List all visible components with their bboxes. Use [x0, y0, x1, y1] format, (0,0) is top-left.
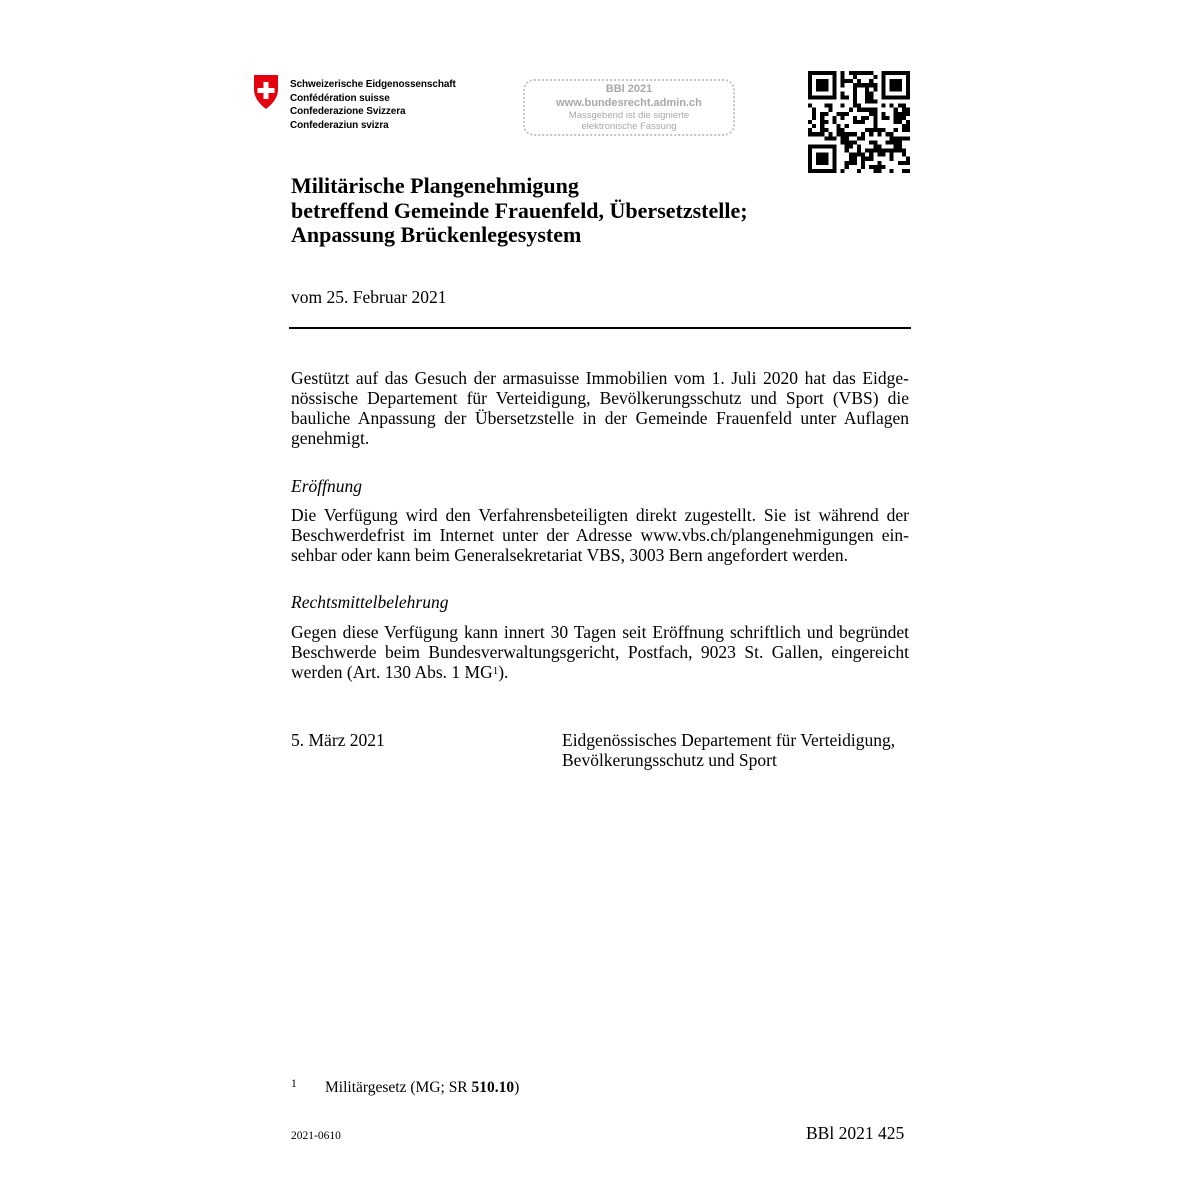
section1-line: sehbar oder kann beim Generalsekretariat VBS, 3003 Bern angefordert werden.	[291, 545, 849, 565]
signature-org-line: Bevölkerungsschutz und Sport	[562, 750, 777, 770]
stamp-line-4: elektronische Fassung	[581, 121, 677, 132]
stamp-line-2: www.bundesrecht.admin.ch	[556, 97, 702, 109]
section-rechtsmittel-paragraph	[291, 622, 909, 682]
title-line-3: Anpassung Brückenlegesystem	[291, 222, 582, 247]
section1-line: Die Verfügung wird den Verfahrensbeteiligten direkt zugestellt. Sie ist während der	[291, 505, 909, 525]
document-number: 2021-0610	[291, 1130, 341, 1142]
confederation-name-fr: Confédération suisse	[290, 92, 390, 104]
footnote-reference[interactable]: 1	[492, 665, 499, 677]
confederation-name-rm: Confederaziun svizra	[290, 119, 389, 131]
footnote-sr-number[interactable]: 510.10	[471, 1079, 515, 1096]
title-line-2: betreffend Gemeinde Frauenfeld, Übersetzstelle;	[291, 197, 748, 223]
footnote-number: 1	[291, 1078, 297, 1090]
swiss-shield-icon	[251, 74, 281, 110]
section1-line: Beschwerdefrist im Internet unter der Adresse www.vbs.ch/plangenehmigungen ein-	[291, 525, 909, 545]
footnote-text-before: Militärgesetz (MG; SR	[325, 1079, 472, 1096]
stamp-line-3: Massgebend ist die signierte	[568, 110, 690, 121]
decision-date: vom 25. Februar 2021	[291, 287, 447, 307]
signature-org-line: Eidgenössisches Departement für Verteidigung,	[562, 730, 896, 750]
section2-last-text: werden (Art. 130 Abs. 1 MG	[291, 662, 493, 682]
intro-line: bauliche Anpassung der Übersetzstelle in der Gemeinde Frauenfeld unter Auflagen	[291, 408, 909, 428]
signature-date: 5. März 2021	[291, 730, 385, 750]
title-line-1: Militärische Plangenehmigung	[291, 173, 579, 198]
confederation-logo	[251, 74, 456, 132]
intro-line: nössische Departement für Verteidigung, Bevölkerungsschutz und Sport (VBS) die	[291, 388, 909, 408]
title-divider	[289, 327, 911, 329]
section-heading-eroeffnung: Eröffnung	[291, 476, 362, 496]
stamp-line-1: BBl 2021	[605, 83, 653, 95]
signature-organization	[562, 730, 895, 770]
footnote-text-after: )	[514, 1079, 520, 1096]
qr-code-icon	[808, 71, 910, 173]
section2-last-tail: ).	[498, 662, 509, 682]
section-heading-rechtsmittel: Rechtsmittelbelehrung	[291, 592, 449, 612]
section2-line: Gegen diese Verfügung kann innert 30 Tagen seit Eröffnung schriftlich und begründet	[291, 622, 909, 642]
document-title	[291, 174, 911, 248]
confederation-name-de: Schweizerische Eidgenossenschaft	[290, 79, 456, 90]
footnote-text	[325, 1079, 519, 1097]
section2-line	[291, 662, 909, 682]
intro-line: Gestützt auf das Gesuch der armasuisse Immobilien vom 1. Juli 2020 hat das Eidge-	[291, 368, 909, 388]
confederation-names	[290, 78, 456, 132]
section2-line: Beschwerde beim Bundesverwaltungsgericht, Postfach, 9023 St. Gallen, eingereicht	[291, 642, 909, 662]
confederation-name-it: Confederazione Svizzera	[290, 106, 406, 117]
section-eroeffnung-paragraph	[291, 505, 909, 565]
intro-line: genehmigt.	[291, 428, 370, 448]
bbl-stamp	[523, 79, 735, 136]
intro-paragraph	[291, 368, 909, 448]
bbl-reference: BBl 2021 425	[806, 1123, 905, 1143]
